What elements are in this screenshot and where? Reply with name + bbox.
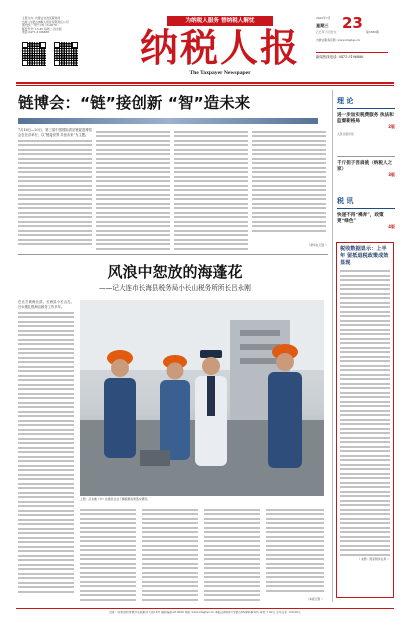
feature-headline: 风浪中恕放的海蓬花 [107, 263, 243, 281]
feature-column [266, 506, 324, 598]
hotline: 新闻热线电话: 0471-3196886 [316, 52, 388, 62]
section-title: 理 论 [337, 97, 354, 105]
sidebar-link[interactable]: 人民日报评论 [337, 131, 354, 136]
lead-column [174, 128, 248, 250]
weekday: 星期三 [316, 23, 329, 28]
newspaper-title: 纳税人报 [139, 25, 300, 70]
info-line: 国内统一刊号 CN 15-0076 [22, 23, 57, 28]
slogan: 为纳税人服务 替纳税人解忧 [167, 16, 273, 26]
feature-column [18, 300, 74, 600]
lead-headline: 链博会：“链”接创新 “智”造未来 [18, 94, 251, 112]
sidebar-section-news [337, 196, 395, 230]
lead-photo-strip [18, 118, 318, 124]
sidebar-link[interactable]: 进一步加实税费服务 执法和监督新格局 [337, 112, 394, 124]
feature-byline: （本报记者 ） [306, 597, 324, 601]
feature-caption: 上图：吕永刚（中）在辖区企业了解税费政策落实情况。 [80, 497, 150, 501]
page-ref: 3版 [388, 171, 395, 177]
footer-text: 社址：呼和浩特市赛罕区敕勒川大街16号 邮政编码 010020 网址 www.nmgtax.cn 本报法律顾问 内蒙古XX律师事务所 每份 1.50元 全年定价 150.00元 [109, 611, 301, 614]
lead-column [18, 128, 92, 250]
masthead [0, 0, 410, 96]
qr-code-left [22, 42, 46, 66]
lead-column [252, 128, 326, 250]
qr-corner-icon [40, 42, 46, 48]
lead-paragraph: 7月16日—20日，第三届中国国际供应链促进博览会在北京举行，以“链接世界 共创未来”为主题。 [18, 128, 92, 137]
feature-paragraph: 在北方黄海北部，长海县小长山岛，吕永刚扎根海岛税务工作多年。 [18, 300, 74, 309]
lunar-date: 乙巳年 六月廿九 [316, 30, 337, 34]
lead-divider [18, 254, 328, 255]
info-line: 电话 0471-3196888 [22, 30, 50, 35]
qr-corner-icon [22, 60, 28, 66]
issue-number: 第3386期 [366, 30, 379, 34]
masthead-info [22, 17, 102, 35]
date-small: 2025年7月 [316, 16, 331, 20]
lead-byline: （新华社记者 ） [307, 243, 328, 247]
info-line: 邮发代号: 15-45 每周二 四出版 [22, 26, 62, 31]
qr-corner-icon [54, 60, 60, 66]
qr-code-right [54, 42, 78, 66]
feature-column [142, 506, 198, 604]
sidebar-link[interactable]: 千斤担子吾肩挑（纳税人之家） [337, 160, 393, 172]
footer-rule [16, 608, 394, 609]
qr-corner-icon [54, 42, 60, 48]
page-ref: 2版 [388, 123, 395, 129]
page-ref: 4版 [388, 223, 395, 229]
workers-illustration [80, 300, 324, 496]
sidebar-box [336, 242, 394, 598]
website: 内蒙古税务官网: www.nmgtax.cn [316, 38, 361, 42]
box-title: 税收数据显示：上半年 留抵退税政策成效显现 [340, 246, 389, 266]
info-line: 主管主办: 内蒙古自治区税务局 [22, 16, 61, 20]
qr-corner-icon [72, 42, 78, 48]
sidebar-section-theory [337, 96, 395, 136]
feature-column [80, 506, 136, 604]
worker-2-icon [160, 355, 190, 460]
info-line: 出版: 内蒙古纳税人报社有限责任公司 [22, 19, 69, 24]
feature-column [204, 506, 260, 604]
sidebar-section-3 [337, 156, 395, 178]
sidebar [332, 90, 395, 602]
sidebar-link[interactable]: 快递不再“裸奔”，政策更“绿色” [337, 212, 384, 224]
date-day: 23 [342, 14, 363, 32]
feature-subhead: ——记大连市长海县税务局小长山税务所所长吕永刚 [99, 284, 251, 292]
qr-corner-icon [22, 42, 28, 48]
feature-photo [80, 300, 324, 496]
masthead-rule [16, 82, 394, 84]
section-title: 税 讯 [337, 197, 354, 205]
masthead-rule-thin [16, 85, 394, 86]
lead-column [96, 128, 170, 250]
newspaper-subtitle: The Taxpayer Newspaper [189, 70, 251, 76]
box-byline: （ 来源：国家税务总局 ） [357, 557, 390, 561]
